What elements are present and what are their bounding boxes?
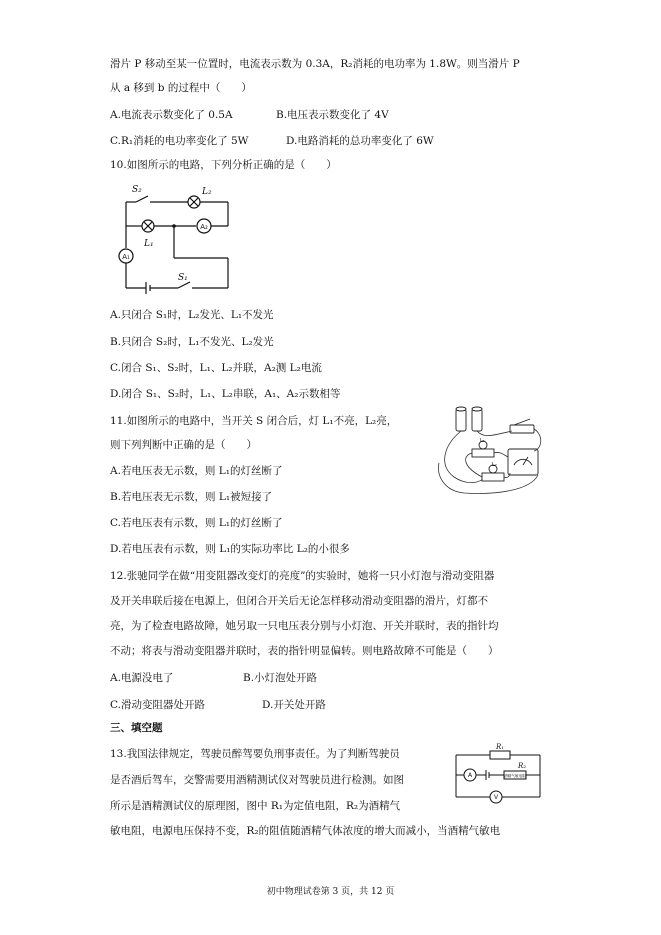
q10-stem: 10.如图所示的电路，下列分析正确的是（ ） — [110, 159, 337, 171]
q12-line4: 不动；将表与滑动变阻器并联时，表的指针明显偏转。则电路故障不可能是（ ） — [110, 645, 499, 657]
q10-label-s2: S₂ — [132, 185, 142, 195]
q10-label-l1: L₁ — [144, 239, 154, 249]
section-heading: 三、填空题 — [110, 722, 163, 734]
q13-label-v: V — [493, 794, 499, 801]
q13-line1: 13.我国法律规定，驾驶员醉驾要负刑事责任。为了判断驾驶员 — [110, 748, 400, 760]
svg-text:L₂: L₂ — [492, 462, 497, 468]
q10-label-l2: L₂ — [202, 187, 212, 197]
q9-text-line1: 滑片 P 移动至某一位置时，电流表示数为 0.3A，R₂消耗的电功率为 1.8W。则当滑片 P — [110, 58, 520, 70]
q10-label-a2: A₂ — [200, 223, 208, 231]
svg-text:L₁: L₁ — [480, 438, 485, 444]
q11-option-b: B.若电压表无示数，则 L₁被短接了 — [110, 491, 273, 503]
q13-label-sensor: 酒精气敏电阻 — [504, 774, 526, 778]
q12-option-d: D.开关处开路 — [262, 699, 326, 711]
q13-label-a: A — [467, 772, 473, 779]
q11-stem-line2: 则下列判断中正确的是（ ） — [110, 439, 257, 451]
q9-option-d: D.电路消耗的总功率变化了 6W — [286, 135, 434, 147]
q10-option-d: D.闭合 S₁、S₂时，L₁、L₂串联，A₁、A₂示数相等 — [110, 388, 341, 400]
q12-line1: 12.张驰同学在做“用变阻器改变灯的亮度”的实验时，她将一只小灯泡与滑动变阻器 — [110, 570, 495, 582]
q11-option-d: D.若电压表有示数，则 L₁的实际功率比 L₂的小很多 — [110, 543, 350, 555]
q12-option-a: A.电源没电了 — [110, 672, 174, 684]
q12-line3: 亮，为了检查电路故障，她另取一只电压表分别与小灯泡、开关并联时，表的指针均 — [110, 620, 499, 632]
q13-label-r1: R₁ — [496, 743, 505, 751]
page-footer: 初中物理试卷第 3 页，共 12 页 — [266, 887, 395, 897]
q13-line2: 是否酒后驾车，交警需要用酒精测试仪对驾驶员进行检测。如图 — [110, 774, 404, 786]
q10-label-s1: S₁ — [178, 273, 188, 283]
q10-circuit-diagram — [118, 180, 243, 295]
q10-option-a: A.只闭合 S₁时，L₂发光、L₁不发光 — [110, 309, 274, 321]
q13-line3: 所示是酒精测试仪的原理图，图中 R₁为定值电阻，R₂为酒精气 — [110, 800, 401, 812]
q12-line2: 及开关串联后接在电源上，但闭合开关后无论怎样移动滑动变阻器的滑片，灯都不 — [110, 595, 488, 607]
q11-circuit-photo-diagram — [434, 405, 546, 500]
q11-option-a: A.若电压表无示数，则 L₁的灯丝断了 — [110, 465, 283, 477]
q11-stem-line1: 11.如图所示的电路中，当开关 S 闭合后，灯 L₁不亮，L₂亮， — [110, 415, 398, 427]
q11-option-c: C.若电压表有示数，则 L₁的灯丝断了 — [110, 517, 283, 529]
q9-option-b: B.电压表示数变化了 4V — [276, 109, 389, 121]
q13-circuit-diagram — [452, 743, 544, 805]
q9-option-c: C.R₁消耗的电功率变化了 5W — [110, 135, 249, 147]
q9-option-a: A.电流表示数变化了 0.5A — [110, 109, 233, 121]
q10-label-a1: A₁ — [122, 253, 130, 261]
q13-label-r2: R₂ — [518, 762, 527, 770]
q12-option-c: C.滑动变阻器处开路 — [110, 699, 205, 711]
q10-option-c: C.闭合 S₁、S₂时，L₁、L₂并联，A₂测 L₂电流 — [110, 362, 322, 374]
q12-option-b: B.小灯泡处开路 — [243, 672, 318, 684]
q9-text-line2: 从 a 移到 b 的过程中（ ） — [110, 82, 252, 94]
q10-option-b: B.只闭合 S₂时，L₁不发光、L₂发光 — [110, 336, 274, 348]
q13-line4: 敏电阻，电源电压保持不变，R₂的阻值随酒精气体浓度的增大而减小，当酒精气敏电 — [110, 825, 501, 837]
